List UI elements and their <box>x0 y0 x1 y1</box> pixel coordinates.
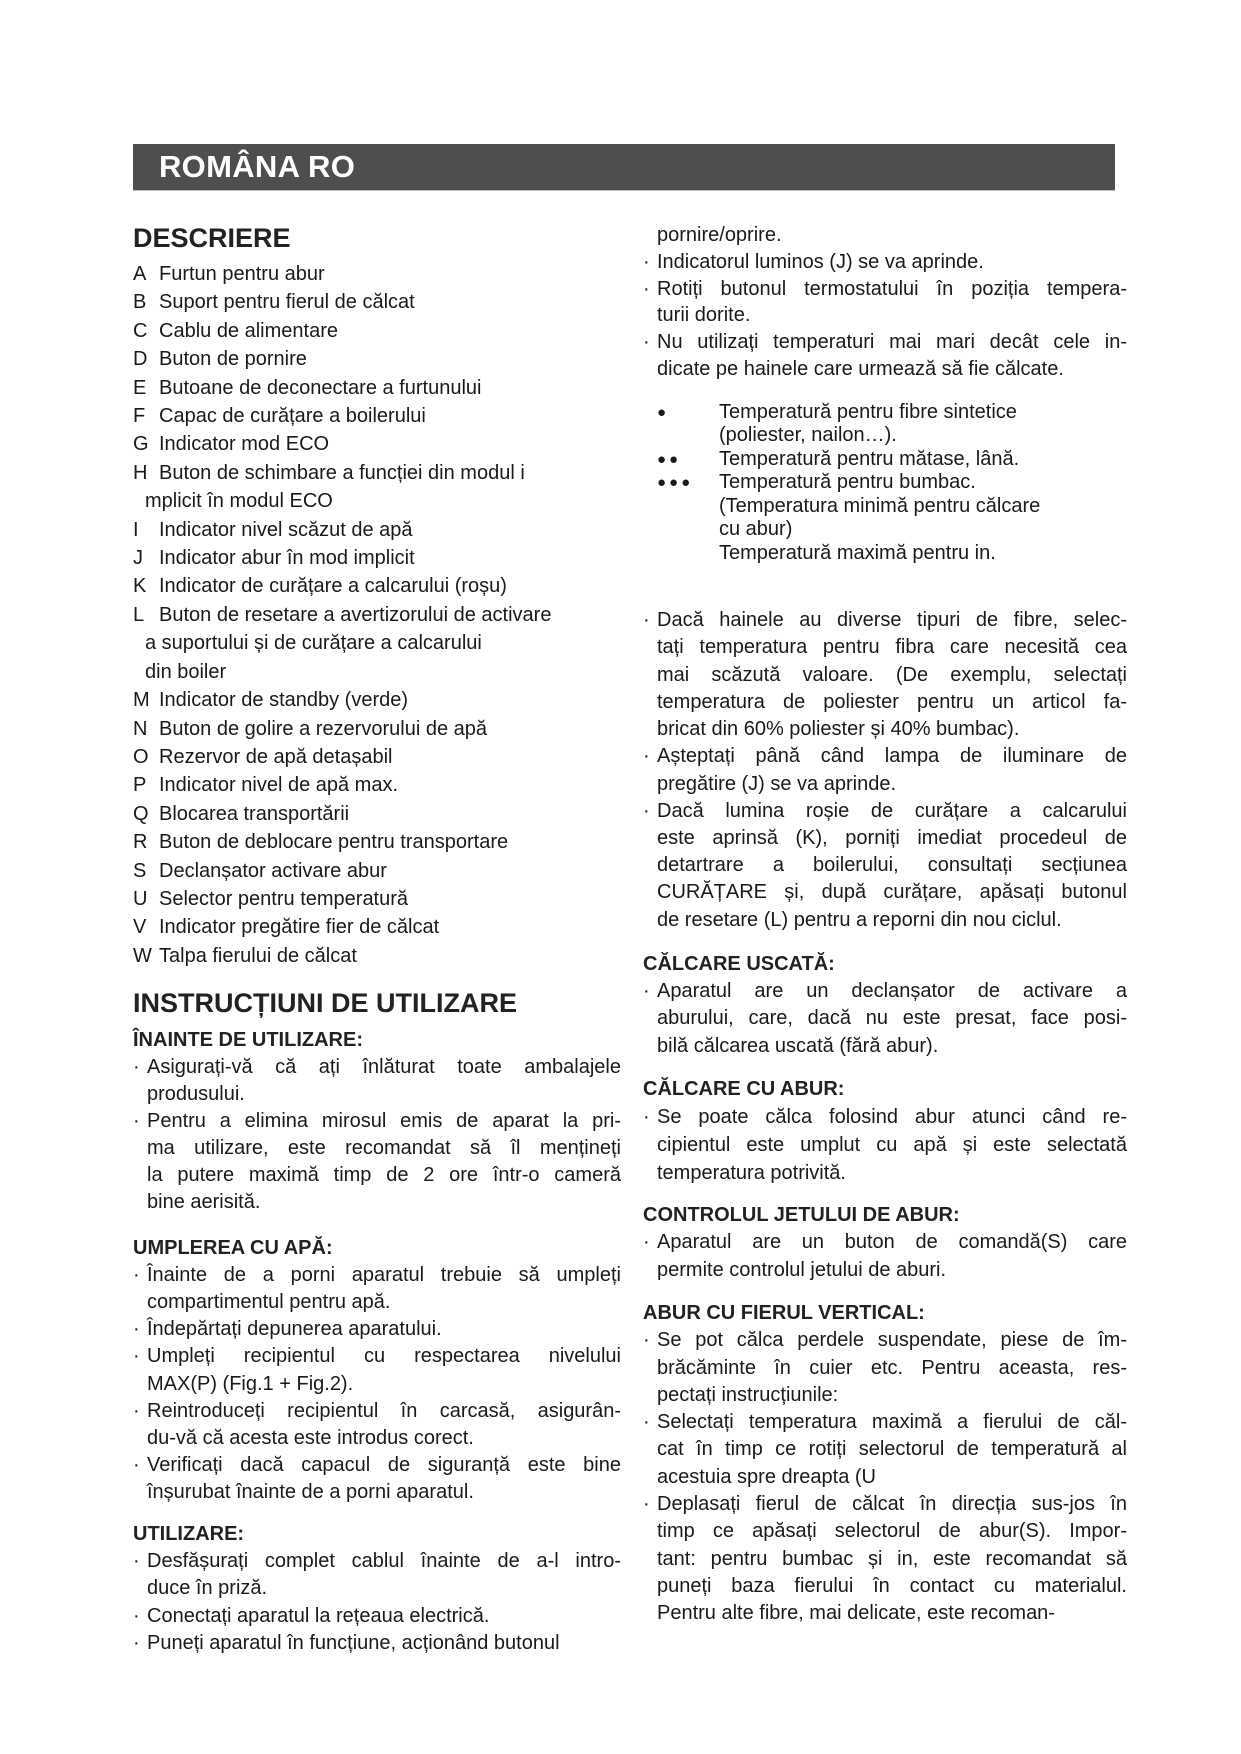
list-item <box>643 1103 1127 1187</box>
item-letter: I <box>133 518 139 541</box>
section-list <box>643 1229 1127 1284</box>
item-text: Butoane de deconectare a furtunului <box>159 376 482 399</box>
item-text: Indicator de standby (verde) <box>159 689 409 712</box>
bullet-icon: · <box>643 250 650 273</box>
list-item-line: Reintroduceți recipientul în carcasă, asigurân- <box>147 1399 621 1422</box>
temperature-line <box>657 518 1127 542</box>
instructions-heading <box>133 987 613 1019</box>
temperature-level <box>657 471 1127 565</box>
section-list <box>643 1103 1127 1187</box>
description-item <box>133 487 613 515</box>
temperature-line <box>657 448 1127 472</box>
list-item <box>133 1398 621 1452</box>
description-item <box>133 459 613 487</box>
list-item-line: temperatura potrivită. <box>657 1162 846 1185</box>
list-item <box>643 607 1127 743</box>
item-letter: R <box>133 831 148 854</box>
description-item <box>133 345 613 373</box>
list-item-line: pornire/oprire. <box>657 224 782 246</box>
bullet-icon: · <box>133 1399 140 1422</box>
list-item <box>133 1603 621 1630</box>
bullet-icon: · <box>643 1411 650 1434</box>
list-item-line: Verificați dacă capacul de siguranță este bine <box>147 1453 621 1476</box>
list-item <box>133 1262 621 1316</box>
description-item <box>133 857 613 885</box>
list-item-line: du-vă că acesta este introdus corect. <box>147 1426 474 1449</box>
section-heading <box>643 1201 1123 1229</box>
list-item <box>643 1409 1127 1491</box>
list-item-line: Asigurați-vă că ați înlăturat toate ambalajele <box>147 1056 621 1079</box>
bullet-icon: · <box>133 1318 140 1341</box>
list-item-line: Se pot călca perdele suspendate, piese de îm- <box>657 1329 1127 1352</box>
description-item <box>133 885 613 913</box>
description-item <box>133 374 613 402</box>
item-letter: O <box>133 745 149 768</box>
list-item <box>133 1548 621 1603</box>
item-letter: B <box>133 291 147 314</box>
item-letter: G <box>133 433 149 456</box>
list-item-line: bine aerisită. <box>147 1191 261 1214</box>
section-heading <box>133 1234 613 1262</box>
temperature-text: Temperatură pentru mătase, lână. <box>719 447 1020 470</box>
bullet-icon: · <box>643 1493 650 1515</box>
bullet-icon: · <box>133 1453 140 1476</box>
list-item <box>643 1229 1127 1284</box>
descriere-heading <box>133 222 613 254</box>
right-column <box>643 222 1127 1627</box>
description-item <box>133 686 613 714</box>
list-item-line: compartimentul pentru apă. <box>147 1291 391 1314</box>
bullet-icon: · <box>643 979 650 1002</box>
list-item-line: de resetare (L) pentru a reporni din nou ciclul. <box>657 908 1062 931</box>
list-item <box>133 1316 621 1343</box>
list-item-line: ma utilizare, este recomandat să îl mențineți <box>147 1137 621 1160</box>
item-text: Buton de golire a rezervorului de apă <box>159 717 487 740</box>
description-item <box>133 402 613 430</box>
list-item-line: Îndepărtați depunerea aparatului. <box>147 1318 442 1341</box>
item-text: Indicator nivel de apă max. <box>159 774 399 797</box>
item-text: mplicit în modul ECO <box>145 490 333 513</box>
description-item <box>133 572 613 600</box>
bullet-icon: · <box>133 1550 140 1572</box>
temperature-text: cu abur) <box>719 518 793 541</box>
temperature-level <box>657 448 1127 472</box>
list-item-line: acestuia spre dreapta (U <box>657 1465 877 1488</box>
list-item-line: Pentru alte fibre, mai delicate, este recoman- <box>657 1602 1055 1625</box>
description-item <box>133 516 613 544</box>
list-item <box>133 1630 621 1657</box>
temperature-line <box>657 542 1127 566</box>
item-text: Indicator pregătire fier de călcat <box>159 916 440 939</box>
section-heading <box>643 1075 1123 1103</box>
item-letter: V <box>133 916 147 939</box>
temperature-text: Temperatură maximă pentru in. <box>719 541 996 564</box>
bullet-icon: · <box>133 1345 140 1368</box>
list-item <box>643 1327 1127 1409</box>
section-heading <box>643 1299 1123 1327</box>
description-item <box>133 828 613 856</box>
section-heading <box>133 1520 613 1548</box>
section-list <box>133 1262 621 1506</box>
item-letter: A <box>133 263 147 285</box>
list-item-line: timp ce apăsați selectorul de abur(S). Impor- <box>657 1520 1127 1543</box>
item-letter: N <box>133 717 148 740</box>
temperature-levels <box>657 401 1127 566</box>
list-item-line: cipientul este umplut cu apă și este selectată <box>657 1134 1127 1157</box>
list-item-line: Selectați temperatura maximă a fierului de căl- <box>657 1411 1127 1434</box>
temperature-text: Temperatură pentru bumbac. <box>719 471 976 494</box>
item-text: Indicator nivel scăzut de apă <box>159 518 413 541</box>
section-list <box>643 978 1127 1061</box>
temperature-text: (Temperatura minimă pentru călcare <box>719 494 1041 517</box>
bullet-icon: · <box>643 331 650 354</box>
description-item <box>133 800 613 828</box>
list-item-line: puneți baza fierului în contact cu materialul. <box>657 1574 1127 1597</box>
list-item-line: tant: pentru bumbac și in, este recomandat să <box>657 1547 1127 1570</box>
section-list <box>643 1327 1127 1627</box>
section-heading-text: CĂLCARE USCATĂ: <box>643 952 835 975</box>
item-letter: S <box>133 859 147 882</box>
list-item-line: MAX(P) (Fig.1 + Fig.2). <box>147 1372 354 1395</box>
item-text: Buton de deblocare pentru transportare <box>159 831 509 854</box>
description-item <box>133 913 613 941</box>
list-item-line: Așteptați până când lampa de iluminare de <box>657 745 1127 768</box>
list-item-line: Înainte de a porni aparatul trebuie să umpleți <box>147 1264 621 1287</box>
temperature-line <box>657 424 1127 448</box>
description-item <box>133 715 613 743</box>
temperature-text: (poliester, nailon…). <box>719 424 897 447</box>
item-text: Capac de curățare a boilerului <box>159 405 426 428</box>
bullet-icon: · <box>643 799 650 822</box>
temperature-line <box>657 471 1127 495</box>
list-item-line: duce în priză. <box>147 1577 268 1600</box>
description-item <box>133 629 613 657</box>
list-item-line: Puneți aparatul în funcțiune, acționând butonul <box>147 1631 560 1654</box>
bullet-icon: · <box>643 277 650 300</box>
list-item-line: temperatura de poliester pentru un articol fa- <box>657 690 1127 713</box>
list-item-line: permite controlul jetului de aburi. <box>657 1258 947 1281</box>
item-text: Declanșator activare abur <box>159 859 387 882</box>
list-item-line: turii dorite. <box>657 304 751 327</box>
list-item-line: Conectați aparatul la rețeaua electrică. <box>147 1604 490 1627</box>
list-item-line: mai scăzută valoare. (De exemplu, selectați <box>657 663 1127 686</box>
item-text: Buton de resetare a avertizorului de activare <box>159 603 552 626</box>
item-letter: L <box>133 603 145 626</box>
description-item <box>133 260 613 288</box>
item-text: Rezervor de apă detașabil <box>159 745 393 768</box>
bullet-icon: · <box>133 1631 140 1654</box>
list-item-line: Pentru a elimina mirosul emis de aparat la pri- <box>147 1110 621 1133</box>
description-item <box>133 317 613 345</box>
item-letter: K <box>133 575 147 598</box>
item-letter: W <box>133 944 152 967</box>
list-item-line: Indicatorul luminos (J) se va aprinde. <box>657 250 984 273</box>
temperature-dots-icon: ●●● <box>657 474 694 492</box>
item-text: din boiler <box>145 660 227 683</box>
item-letter: Q <box>133 802 149 825</box>
item-text: Buton de schimbare a funcției din modul i <box>159 461 525 484</box>
item-text: Indicator de curățare a calcarului (roșu) <box>159 575 507 598</box>
list-item-line: Desfășurați complet cablul înainte de a-l intro- <box>147 1550 621 1572</box>
bullet-icon: · <box>643 1106 650 1129</box>
language-title: ROMÂNA RO <box>159 149 356 184</box>
section-heading-text: ÎNAINTE DE UTILIZARE: <box>133 1029 363 1052</box>
instructions-heading-text: INSTRUCȚIUNI DE UTILIZARE <box>133 988 517 1019</box>
list-item <box>133 1452 621 1506</box>
description-item <box>133 658 613 686</box>
section-heading-text: UMPLEREA CU APĂ: <box>133 1237 333 1260</box>
list-item-line: detartrare a boilerului, consultați secțiunea <box>657 854 1127 877</box>
item-letter: U <box>133 887 148 910</box>
item-text: Blocarea transportării <box>159 802 350 825</box>
section-heading-text: CĂLCARE CU ABUR: <box>643 1078 845 1101</box>
item-letter: J <box>133 547 143 570</box>
list-item-line: Aparatul are un declanșator de activare a <box>657 979 1127 1002</box>
temperature-dots-icon: ● <box>657 403 670 421</box>
item-text: Suport pentru fierul de călcat <box>159 291 415 314</box>
section-list <box>133 1548 621 1657</box>
bullet-icon: · <box>643 609 650 632</box>
list-item-line: Rotiți butonul termostatului în poziția tempera- <box>657 277 1127 300</box>
description-item <box>133 942 613 970</box>
item-letter: M <box>133 689 150 712</box>
notes-list <box>643 607 1127 933</box>
list-item-line: Aparatul are un buton de comandă(S) care <box>657 1231 1127 1254</box>
list-item-line: Deplasați fierul de călcat în direcția sus-jos în <box>657 1493 1127 1515</box>
bullet-icon: · <box>133 1264 140 1287</box>
list-item-line: pregătire (J) se va aprinde. <box>657 772 897 795</box>
section-heading-text: ABUR CU FIERUL VERTICAL: <box>643 1302 925 1325</box>
bullet-icon: · <box>643 745 650 768</box>
list-item-line: pectați instrucțiunile: <box>657 1383 839 1406</box>
list-item-line: brăcăminte în cuier etc. Pentru aceasta, res- <box>657 1356 1127 1379</box>
list-item-line: Dacă hainele au diverse tipuri de fibre, selec- <box>657 609 1127 632</box>
list-item-line: Dacă lumina roșie de curățare a calcarului <box>657 799 1127 822</box>
list-item <box>133 1343 621 1397</box>
section-heading <box>643 950 1123 978</box>
item-text: Buton de pornire <box>159 348 307 371</box>
bullet-icon: · <box>133 1056 140 1079</box>
section-heading <box>133 1026 613 1054</box>
description-item <box>133 601 613 629</box>
left-column <box>133 222 623 1657</box>
list-item <box>643 798 1127 934</box>
item-letter: D <box>133 348 148 371</box>
item-text: Furtun pentru abur <box>159 263 325 285</box>
description-item <box>133 544 613 572</box>
item-text: Selector pentru temperatură <box>159 887 409 910</box>
list-item <box>643 978 1127 1061</box>
list-item-line: aburului, care, dacă nu este presat, face posi- <box>657 1007 1127 1030</box>
list-item-line: înșurubat înainte de a porni aparatul. <box>147 1480 474 1503</box>
list-item <box>643 1491 1127 1627</box>
temperature-dots-icon: ●● <box>657 450 682 468</box>
list-item <box>643 276 1127 330</box>
list-item-line: este aprinsă (K), porniți imediat procedeul de <box>657 826 1127 849</box>
description-item <box>133 430 613 458</box>
list-item-line: Se poate călca folosind abur atunci când re- <box>657 1106 1127 1129</box>
list-item-line: tați temperatura pentru fibra care necesită cea <box>657 636 1127 659</box>
item-letter: C <box>133 319 148 342</box>
list-item-line: cat în timp ce rotiți selectorul de temperatură al <box>657 1438 1127 1461</box>
list-item <box>643 329 1127 383</box>
item-text: a suportului și de curățare a calcarului <box>145 632 482 655</box>
list-item-line: produsului. <box>147 1083 245 1106</box>
list-item-line: Umpleți recipientul cu respectarea nivelului <box>147 1345 621 1368</box>
temperature-text: Temperatură pentru fibre sintetice <box>719 400 1017 423</box>
temperature-line <box>657 495 1127 519</box>
list-item <box>133 1108 621 1216</box>
description-item <box>133 288 613 316</box>
list-item <box>133 1054 621 1108</box>
list-item <box>657 222 1127 249</box>
item-text: Talpa fierului de călcat <box>159 944 357 967</box>
item-letter: H <box>133 461 148 484</box>
description-list <box>133 260 613 970</box>
intro-list <box>643 222 1127 383</box>
descriere-heading-text: DESCRIERE <box>133 223 291 253</box>
section-list <box>133 1054 621 1216</box>
description-item <box>133 743 613 771</box>
bullet-icon: · <box>133 1604 140 1627</box>
section-heading-text: CONTROLUL JETULUI DE ABUR: <box>643 1204 960 1227</box>
item-letter: E <box>133 376 147 399</box>
temperature-level <box>657 401 1127 448</box>
list-item-line: la putere maximă timp de 2 ore într-o cameră <box>147 1164 621 1187</box>
list-item <box>643 743 1127 797</box>
language-header-bar <box>133 144 1115 191</box>
bullet-icon: · <box>133 1110 140 1133</box>
item-text: Cablu de alimentare <box>159 319 338 342</box>
item-letter: F <box>133 405 146 428</box>
list-item-line: CURĂȚARE și, după curățare, apăsați butonul <box>657 881 1127 904</box>
temperature-line <box>657 401 1127 425</box>
item-text: Indicator abur în mod implicit <box>159 547 415 570</box>
item-letter: P <box>133 774 147 797</box>
list-item-line: dicate pe hainele care urmează să fie călcate. <box>657 357 1064 380</box>
list-item-line: Nu utilizați temperaturi mai mari decât cele in- <box>657 331 1127 354</box>
item-text: Indicator mod ECO <box>159 433 330 456</box>
bullet-icon: · <box>643 1329 650 1352</box>
list-item-line: bricat din 60% poliester și 40% bumbac). <box>657 718 1020 741</box>
list-item <box>643 249 1127 276</box>
section-heading-text: UTILIZARE: <box>133 1523 245 1545</box>
description-item <box>133 771 613 799</box>
bullet-icon: · <box>643 1231 650 1254</box>
list-item-line: bilă călcarea uscată (fără abur). <box>657 1034 939 1057</box>
